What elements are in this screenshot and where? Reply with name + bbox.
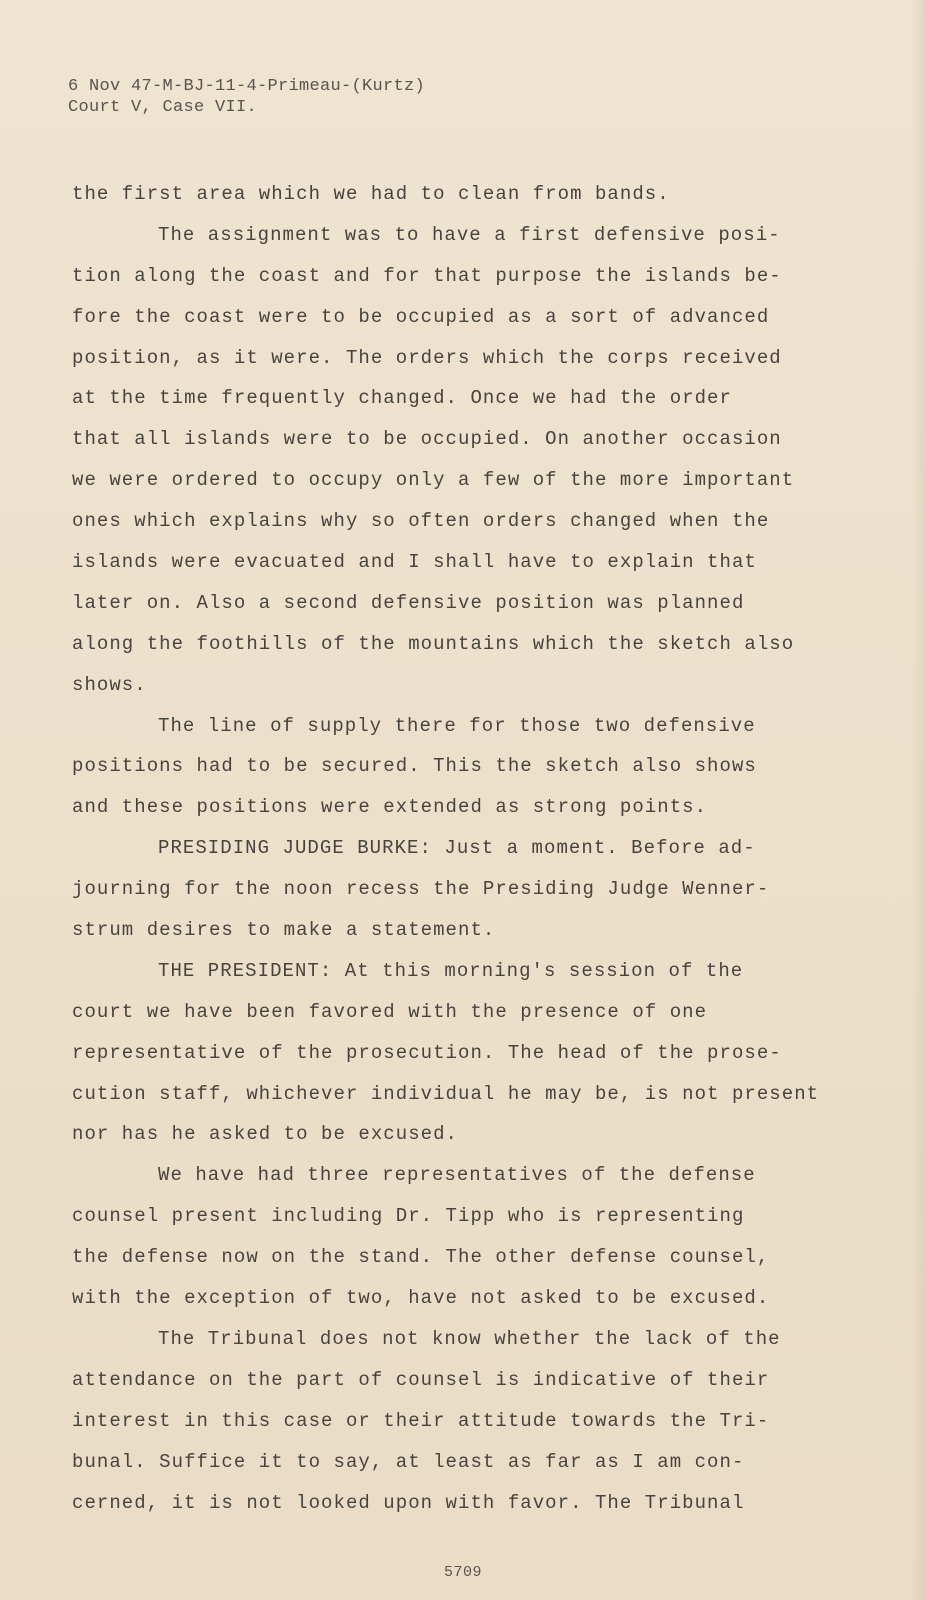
paragraph-start-line: The line of supply there for those two defensive [158,714,756,737]
text-line: cerned, it is not looked upon with favor. The Tribunal [72,1491,745,1514]
transcript-body [72,174,832,1523]
document-header [68,76,425,118]
text-line: islands were evacuated and I shall have to explain that [72,551,757,574]
text-line: we were ordered to occupy only a few of the more important [72,469,795,492]
text-line: nor has he asked to be excused. [72,1123,459,1146]
speaker-line-president: THE PRESIDENT: At this morning's session of the [158,959,744,982]
text-line: with the exception of two, have not asked to be excused. [72,1287,770,1310]
text-line: position, as it were. The orders which the corps received [72,346,782,369]
text-line: fore the coast were to be occupied as a sort of advanced [72,305,770,328]
speaker-line-presiding-judge: PRESIDING JUDGE BURKE: Just a moment. Before ad- [158,837,756,860]
paragraph-start-line: We have had three representatives of the defense [158,1164,756,1187]
header-court-line: Court V, Case VII. [68,98,258,117]
text-line: along the foothills of the mountains which the sketch also [72,632,795,655]
paragraph-start-line: The Tribunal does not know whether the lack of the [158,1327,781,1350]
text-line: cution staff, whichever individual he may be, is not present [72,1082,820,1105]
text-line: the first area which we had to clean from bands. [72,183,670,205]
text-line: positions had to be secured. This the sketch also shows [72,755,757,778]
text-line: representative of the prosecution. The head of the prose- [72,1041,782,1064]
text-line: shows. [72,673,147,696]
text-line: journing for the noon recess the Presiding Judge Wenner- [72,878,770,901]
text-line: and these positions were extended as strong points. [72,796,708,819]
page-number: 5709 [443,1564,482,1581]
text-line: strum desires to make a statement. [72,919,496,942]
text-line: that all islands were to be occupied. On another occasion [72,428,782,451]
text-line: the defense now on the stand. The other defense counsel, [72,1246,770,1269]
text-line: court we have been favored with the presence of one [72,1000,708,1023]
text-line: counsel present including Dr. Tipp who is representing [72,1205,745,1228]
text-line: at the time frequently changed. Once we had the order [72,387,732,410]
text-line: tion along the coast and for that purpose the islands be- [72,264,782,287]
text-line: attendance on the part of counsel is indicative of their [72,1368,770,1391]
text-line: later on. Also a second defensive position was planned [72,591,745,614]
text-line: ones which explains why so often orders changed when the [72,510,770,533]
header-reference-line: 6 Nov 47-M-BJ-11-4-Primeau-(Kurtz) [68,77,426,96]
text-line: interest in this case or their attitude towards the Tri- [72,1409,770,1432]
paragraph-start-line: The assignment was to have a first defensive posi- [158,223,781,246]
text-line: bunal. Suffice it to say, at least as far as I am con- [72,1450,745,1473]
